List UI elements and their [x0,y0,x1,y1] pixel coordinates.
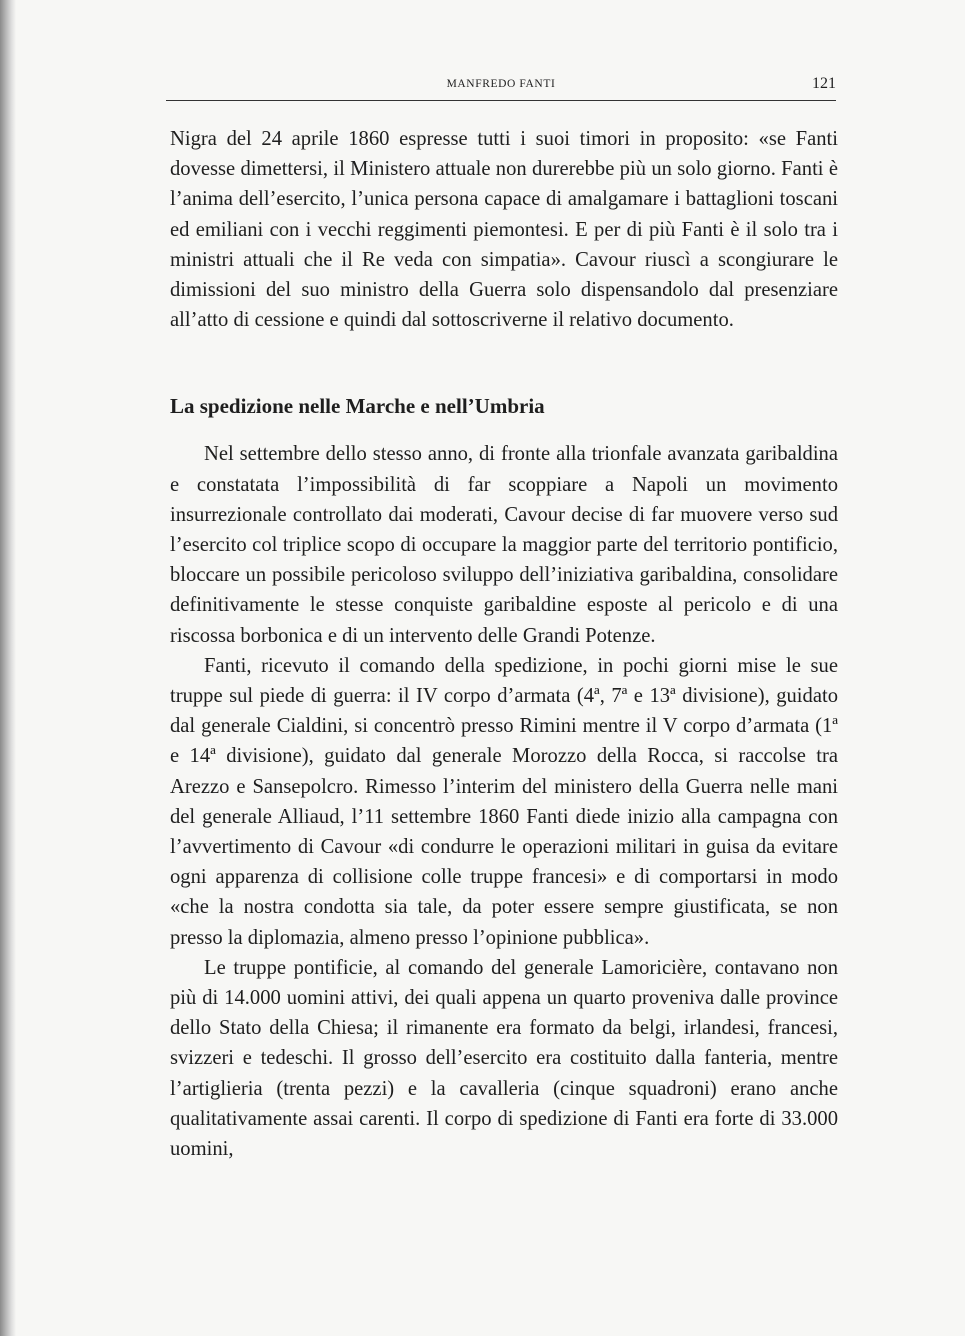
body-paragraph-1: Nigra del 24 aprile 1860 espresse tutti i suoi timori in proposito: «se Fanti dovesse dimettersi, il Ministero attuale non durerebbe più un solo giorno. Fanti è l’anima dell’esercito, l’unica persona capace di amalgamare i battaglioni toscani ed emiliani con i vecchi reggimenti piemontesi. E per di più Fanti è il solo tra i ministri attuali che il Re veda con simpatia». Cavour riuscì a scongiurare le dimissioni del suo ministro della Guerra solo dispensandolo dal presenziare all’atto di cessione e quindi dal sottoscriverne il relativo documento. [170,128,838,332]
running-header [166,74,836,101]
page-body [170,124,838,1164]
body-paragraph-4: Le truppe pontificie, al comando del generale Lamoricière, contavano non più di 14.000 uomini attivi, dei quali appena un quarto proveniva dalle province dello Stato della Chiesa; il rimanente era formato da belgi, irlandesi, francesi, svizzeri e tedeschi. Il grosso dell’esercito era costituito dalla fanteria, mentre l’artiglieria (trenta pezzi) e la cavalleria (cinque squadroni) erano anche qualitativamente assai carenti. Il corpo di spedizione di Fanti era forte di 33.000 uomini, [170,956,838,1161]
body-paragraph-2: Nel settembre dello stesso anno, di fronte alla trionfale avanzata garibaldina e constatata l’impossibilità di far scoppiare a Napoli un movimento insurrezionale controllato dai moderati, Cavour decise di far muovere verso sud l’esercito col triplice scopo di occupare la maggior parte del territorio pontificio, bloccare un possibile pericoloso sviluppo dell’iniziativa garibaldina, consolidare definitivamente le stesse conquiste garibaldine esposte al pericolo e di una riscossa borbonica e di un intervento delle Grandi Potenze. [170,443,838,647]
running-title: MANFREDO FANTI [446,78,556,90]
section-heading: La spedizione nelle Marche e nell’Umbria [170,394,545,419]
page-binding-shadow [0,0,16,1336]
body-paragraph-3: Fanti, ricevuto il comando della spedizione, in pochi giorni mise le sue truppe sul piede di guerra: il IV corpo d’armata (4ª, 7ª e 13ª divisione), guidato dal generale Cialdini, si concentrò presso Rimini mentre il V corpo d’armata (1ª e 14ª divisione), guidato dal generale Morozzo della Rocca, si raccolse tra Arezzo e Sansepolcro. Rimesso l’interim del ministero della Guerra nelle mani del generale Alliaud, l’11 settembre 1860 Fanti diede inizio alla campagna con l’avvertimento di Cavour «di condurre le operazioni militari in guisa da evitare ogni apparenza di collisione colle truppe francesi» e di comportarsi in modo «che la nostra condotta sia tale, da poter essere sempre giustificata, se non presso la diplomazia, almeno presso l’opinione pubblica». [170,654,838,949]
page-number: 121 [812,75,836,92]
